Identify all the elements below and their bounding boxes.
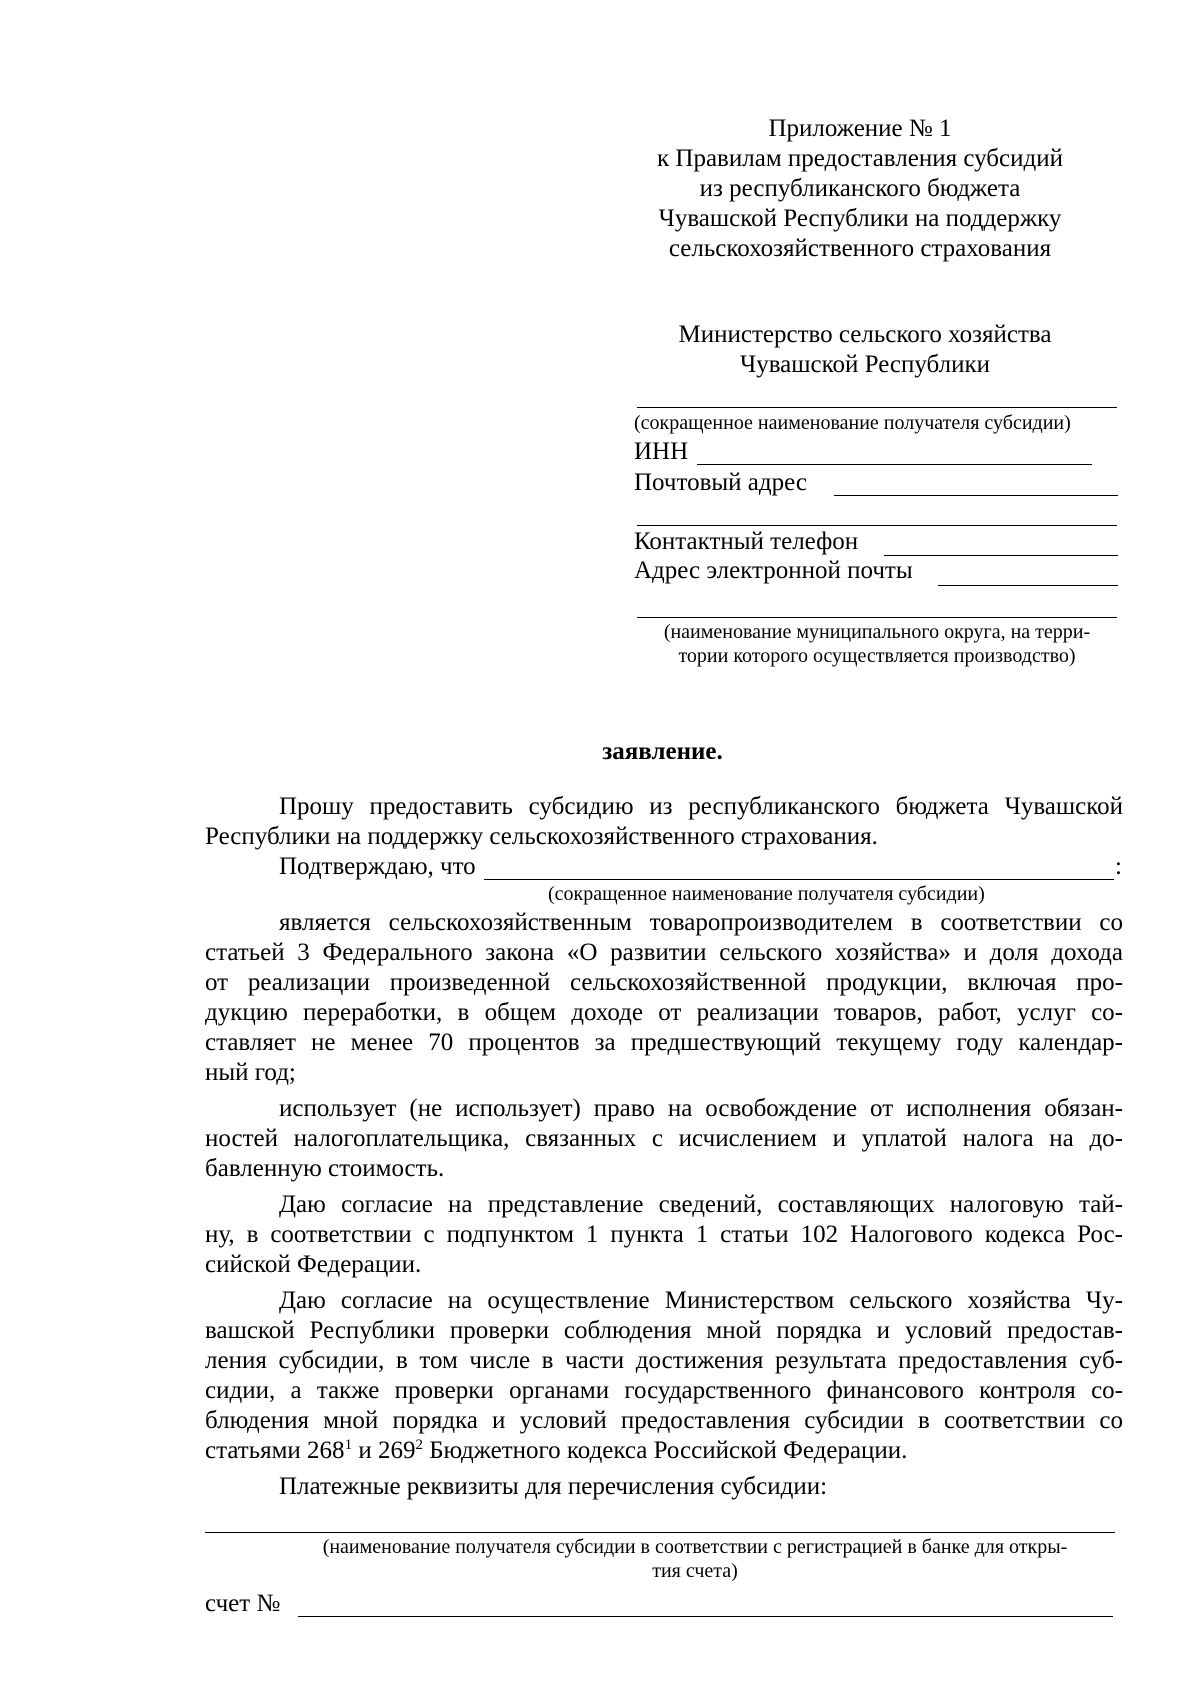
ministry-line: Чувашской Республики xyxy=(739,351,991,378)
appendix-header xyxy=(600,114,1120,264)
inn-field[interactable] xyxy=(697,464,1092,465)
recipient-name-field[interactable] xyxy=(637,407,1117,408)
addressee-ministry xyxy=(620,320,1110,380)
appendix-line: к Правилам предоставления субсидий xyxy=(657,145,1063,172)
superscript: 2 xyxy=(415,1437,423,1453)
bank-recipient-field[interactable] xyxy=(205,1532,1115,1533)
district-caption-line: тории которого осуществляется производство) xyxy=(678,645,1076,667)
phone-field[interactable] xyxy=(884,555,1118,556)
paragraph-line: ления субсидии, в том числе в части достижения результата предоставления суб- xyxy=(205,1347,1123,1374)
paragraph-line: является сельскохозяйственным товаропроизводителем в соответствии со xyxy=(279,909,1123,936)
bank-caption xyxy=(270,1535,1120,1583)
postal-address-field-2[interactable] xyxy=(637,525,1117,526)
paragraph-line: бавленную стоимость. xyxy=(205,1155,445,1182)
paragraph-line: использует (не использует) право на освобождение от исполнения обязан- xyxy=(279,1095,1123,1122)
payment-details-label: Платежные реквизиты для перечисления субсидии: xyxy=(279,1473,828,1500)
paragraph-line: блюдения мной порядка и условий предоставления субсидии в соответствии со xyxy=(205,1407,1123,1434)
account-number-label: счет № xyxy=(205,1590,281,1617)
paragraph-line: сидии, а также проверки органами государственного финансового контроля со- xyxy=(205,1377,1123,1404)
text-fragment: Бюджетного кодекса Российской Федерации. xyxy=(422,1437,908,1464)
text-fragment: статьями 268 xyxy=(205,1437,345,1464)
appendix-line: Чувашской Республики на поддержку xyxy=(658,205,1062,232)
paragraph-line: Республики на поддержку сельскохозяйственного страхования. xyxy=(205,823,878,850)
paragraph-line: от реализации произведенной сельскохозяйственной продукции, включая про- xyxy=(205,969,1123,996)
paragraph-line: ный год; xyxy=(205,1059,296,1086)
text-fragment: и 269 xyxy=(352,1437,416,1464)
email-field[interactable] xyxy=(938,585,1118,586)
document-title: заявление. xyxy=(602,738,723,765)
confirm-caption: (сокращенное наименование получателя субсидии) xyxy=(548,883,985,905)
inn-label: ИНН xyxy=(634,438,689,465)
district-caption xyxy=(637,620,1117,668)
phone-label: Контактный телефон xyxy=(634,528,859,555)
confirm-colon: : xyxy=(1115,853,1122,880)
postal-address-field[interactable] xyxy=(834,495,1118,496)
superscript: 1 xyxy=(344,1437,353,1453)
paragraph-line: статьей 3 Федерального закона «О развитии сельского хозяйства» и доля дохода xyxy=(205,939,1123,966)
confirm-recipient-field[interactable] xyxy=(484,879,1114,880)
district-caption-line: (наименование муниципального округа, на терри- xyxy=(663,621,1091,643)
appendix-line: из республиканского бюджета xyxy=(699,175,1021,202)
paragraph-line: Даю согласие на осуществление Министерством сельского хозяйства Чу- xyxy=(279,1287,1123,1314)
paragraph-line: ставляет не менее 70 процентов за предшествующий текущему году календар- xyxy=(205,1029,1123,1056)
email-label: Адрес электронной почты xyxy=(634,557,913,584)
paragraph-line: вашской Республики проверки соблюдения мной порядка и условий предостав- xyxy=(205,1317,1123,1344)
ministry-line: Министерство сельского хозяйства xyxy=(678,321,1052,348)
district-field[interactable] xyxy=(637,617,1117,618)
bank-caption-line: (наименование получателя субсидии в соответствии с регистрацией в банке для откры- xyxy=(322,1536,1068,1558)
paragraph-line: Даю согласие на представление сведений, составляющих налоговую тай- xyxy=(279,1191,1123,1218)
bank-caption-line: тия счета) xyxy=(652,1560,738,1582)
paragraph-line: сийской Федерации. xyxy=(205,1251,422,1278)
account-number-field[interactable] xyxy=(298,1616,1113,1617)
paragraph-line: ну, в соответствии с подпунктом 1 пункта 1 статьи 102 Налогового кодекса Рос- xyxy=(205,1221,1123,1248)
paragraph-line: дукцию переработки, в общем доходе от реализации товаров, работ, услуг со- xyxy=(205,999,1123,1026)
paragraph-line: ностей налогоплательщика, связанных с исчислением и уплатой налога на до- xyxy=(205,1125,1123,1152)
confirm-label: Подтверждаю, что xyxy=(279,853,476,880)
appendix-line: сельскохозяйственного страхования xyxy=(668,235,1052,262)
paragraph-line-with-superscripts xyxy=(205,1436,907,1466)
postal-address-label: Почтовый адрес xyxy=(634,469,807,496)
paragraph-line: Прошу предоставить субсидию из республиканского бюджета Чувашской xyxy=(279,793,1123,820)
appendix-line: Приложение № 1 xyxy=(768,115,952,142)
recipient-name-caption: (сокращенное наименование получателя субсидии) xyxy=(634,412,1071,434)
